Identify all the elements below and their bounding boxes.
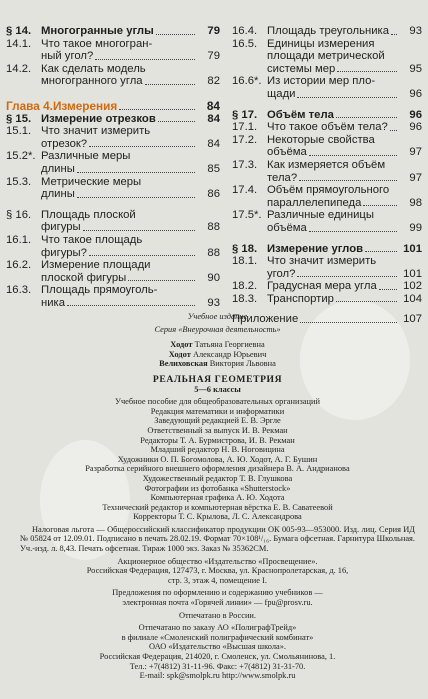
toc-leader [156,34,195,35]
toc-gap [6,201,220,209]
toc-number: 16.2. [6,259,32,272]
toc-entry [6,100,220,113]
toc-page: 82 [207,75,220,88]
toc-line [6,259,220,272]
toc-page: 79 [207,25,220,37]
toc-page: 101 [403,267,422,280]
toc-title: многогранного угла [41,75,143,88]
author-name: Виктория Львовна [207,359,276,369]
toc-leader [89,146,195,147]
toc-number: 17.3. [232,158,258,171]
toc-entry [6,38,220,63]
toc-leader [391,34,397,35]
toc-line [232,146,422,159]
toc-number: 18.3. [232,292,258,305]
imprint [20,312,415,681]
toc-left-column [6,25,220,309]
credit-line: Художники О. П. Богомолова, А. Ю. Ходот, А. Г. Бушин [117,454,318,464]
toc-number: 16.6*. [232,75,262,88]
toc-number: 17.2. [232,133,258,146]
credit-line: Редакторы Т. А. Бурмистрова, И. В. Рекман [140,435,295,445]
toc-page: 97 [409,171,422,184]
toc-entry [232,184,422,209]
tax-info: Налоговая льгота — Общероссийский классификатор продукции ОК 005-93—953000. Изд. лиц. Серия ИД № 05824 от 12.09.01. Подписано в печать 28.02.19. Формат 70×108¹/₁₆. Бумага офсетная. Гарнитура Школьная. Уч.-изд. л. 8,43. Печать офсетная. Тираж 1000 экз. Заказ № 35362СМ. [20,524,415,554]
toc-entry [6,176,220,201]
toc-leader [336,117,397,118]
printer-line: Отпечатано по заказу АО «ПолиграфТрейд» [138,623,297,633]
toc-entry [6,150,220,175]
toc-entry [6,125,220,150]
printer-line: Российская Федерация, 214020, г. Смоленск, ул. Смольянинова, 1. [99,652,336,661]
toc-page: 86 [207,188,220,201]
toc-entry [6,209,220,234]
toc-leader [119,109,195,110]
printer-line: в филиале «Смоленский полиграфический комбинат» [121,632,314,642]
toc-line [6,176,220,189]
toc-page: 90 [207,271,220,284]
toc-leader [145,84,195,85]
book-title: РЕАЛЬНАЯ ГЕОМЕТРИЯ [152,373,283,385]
author-name: Александр Юрьевич [190,349,267,359]
toc-title: Многогранные углы [41,25,154,37]
toc-line [232,222,422,235]
toc-number: § 16. [6,208,32,221]
toc-page: 85 [207,162,220,175]
printer-line: ОАО «Издательство «Высшая школа». [148,642,287,652]
toc-title: Что значит измерить [41,125,151,138]
toc-number: § 17. [232,108,258,121]
toc-leader [77,172,195,173]
toc-number: 14.1. [6,37,32,50]
toc-title: Измерение углов [267,242,364,255]
publisher-line: Акционерное общество «Издательство «Просвещение». [117,556,318,566]
toc-title: Градусная мера угла [267,280,377,293]
toc-leader [337,71,397,72]
toc-number: 16.3. [6,284,32,297]
toc-line [232,75,422,88]
credit-line: Заведующий редакцией Е. В. Эргле [154,416,281,426]
toc-leader [299,180,397,181]
toc-leader [390,130,397,131]
credits [20,397,415,522]
publisher-info [20,557,415,586]
toc-page: 97 [409,146,422,159]
toc-leader [379,289,397,290]
toc-entry [232,243,422,256]
toc-page: 88 [207,246,220,259]
toc-line [6,125,220,138]
credit-line: Компьютерная графика А. Ю. Ходота [150,493,285,503]
toc-number: 18.2. [232,280,258,293]
credit-line: Корректоры Т. С. Крылова, Л. С. Александрова [133,512,302,522]
toc-entry [232,209,422,234]
toc-line [6,50,220,63]
toc-title: Площадь треугольника [267,25,389,37]
toc-page: 79 [207,50,220,63]
toc-line [232,50,422,63]
toc-title: Что такое площадь [41,233,143,246]
author-line [20,359,415,369]
toc-number: 18.1. [232,255,258,268]
toc-line [232,255,422,268]
toc-line [6,188,220,201]
toc-page: 104 [403,292,422,305]
toc-right-column [232,25,422,326]
toc-entry [232,25,422,38]
toc-title: Объём прямоугольного [267,184,390,197]
toc-title: Метрические меры [41,175,142,188]
toc-page: 88 [207,221,220,234]
toc-number: 17.4. [232,184,258,197]
toc-entry [6,284,220,309]
toc-title: плоской фигуры [41,271,127,284]
credit-line: Разработка серийного внешнего оформления дизайнера В. А. Андриановa [85,464,350,474]
toc-title: Измерение отрезков [41,112,156,125]
toc-title: Как измеряется объём [267,158,386,171]
author-surname: Ходот [170,340,193,350]
toc-title: Площадь плоской [41,208,136,221]
printer-line: E-mail: spk@smolpk.ru http://www.smolpk.ru [139,671,296,681]
printer-line: Тел.: +7(4812) 31-11-96. Факс: +7(4812) 31-31-70. [129,661,306,671]
toc-title: отрезок? [41,137,88,150]
toc-title: длины [41,188,75,201]
toc-number: 16.1. [6,233,32,246]
toc-line [232,280,422,293]
toc-leader [336,301,397,302]
offers-line: электронная почта «Горячей линии» — fpu@prosv.ru. [122,598,313,608]
toc-line [232,243,422,256]
toc-title: Объём тела [267,108,334,121]
toc-title: фигуры [41,221,81,234]
toc-entry [232,280,422,293]
toc-number: Глава 4. [6,98,53,113]
toc-line [6,75,220,88]
credit-line: Младший редактор Н. В. Ноговицина [150,445,285,455]
toc-leader [309,231,397,232]
toc-title: щади [267,87,296,100]
toc-title: угол? [267,267,296,280]
toc-title: Площадь прямоуголь- [41,284,158,297]
toc-title: Различные меры [41,150,131,163]
toc-title: Измерение площади [41,259,151,272]
toc-line [6,234,220,247]
toc-leader [365,251,397,252]
credit-line: Ответственный за выпуск И. В. Рекман [147,425,288,435]
toc-gap [232,101,422,109]
toc-line [6,209,220,222]
toc-page: 98 [409,196,422,209]
author-surname: Велиховская [159,359,208,369]
toc-title: Некоторые свойства [267,133,375,146]
toc-page: 84 [207,112,220,125]
credit-line: Художественный редактор Т. В. Глушкова [142,473,293,483]
author-name: Татьяна Георгиевна [192,340,265,350]
toc-number: § 14. [6,25,32,37]
toc-page: 84 [207,137,220,150]
toc-title: Как сделать модель [41,62,146,75]
credit-line: Фотографии из фотобанка «Shutterstock» [144,483,291,493]
toc-line [6,272,220,285]
credit-line: Учебное пособие для общеобразовательных организаций [115,397,320,407]
toc-number: 17.5*. [232,209,262,222]
toc-page: 96 [409,108,422,121]
toc-leader [95,59,195,60]
toc-line [232,25,422,38]
toc-line [232,63,422,76]
printed-in: Отпечатано в России. [178,610,257,620]
toc-line [232,109,422,122]
toc-line [6,163,220,176]
toc-line [6,150,220,163]
toc-line [6,284,220,297]
credit-line: Технический редактор и компьютерная вёрстка Е. В. Саватеевой [102,502,333,512]
toc-leader [77,197,195,198]
grades: 5—6 классы [194,384,241,394]
series: Серия «Внеурочная деятельность» [154,324,281,334]
credit-line: Редакция математики и информатики [150,406,285,416]
toc-line [232,134,422,147]
toc-title: длины [41,162,75,175]
toc-line [6,38,220,51]
toc-line [6,25,220,38]
toc-line [232,209,422,222]
toc-title: параллелепипеда [267,196,362,209]
toc-leader [309,155,397,156]
toc-line [232,268,422,281]
toc-entry [6,113,220,126]
offers-line: Предложения по оформлению и содержанию учебников — [112,588,323,598]
publisher-line: Российская Федерация, 127473, г. Москва, ул. Краснопролетарская, д. 16, [86,566,349,576]
publisher-line: стр. 3, этаж 4, помещение I. [168,575,267,585]
printer-info [20,623,415,681]
toc-title: объёма [267,146,307,159]
toc-page: 93 [409,25,422,37]
offers-info [20,588,415,607]
toc-entry [6,259,220,284]
toc-page: 96 [409,121,422,134]
toc-line [6,113,220,126]
toc-number: 14.2. [6,62,32,75]
toc-title: площади метрической [267,50,385,63]
toc-line [6,138,220,151]
toc-number: 17.1. [232,121,258,134]
toc-title: Приложение [232,313,299,326]
toc-page: 102 [403,280,422,293]
toc-entry [6,63,220,88]
toc-line [232,197,422,210]
toc-entry [232,121,422,134]
toc-line [232,38,422,51]
toc-title: Измерения [52,98,118,113]
toc-leader [297,276,397,277]
toc-entry [232,159,422,184]
authors [20,340,415,369]
toc-leader [158,121,195,122]
toc-title: Что значит измерить [267,255,377,268]
toc-line [232,184,422,197]
toc-line [232,159,422,172]
toc-entry [232,255,422,280]
toc-line [6,63,220,76]
toc-gap [232,235,422,243]
toc-title: ника [41,296,66,309]
toc-title: системы мер [267,62,336,75]
toc-title: объёма [267,221,307,234]
author-line [20,340,415,350]
toc-line [6,221,220,234]
toc-entry [232,75,422,100]
toc-entry [232,38,422,76]
toc-number: 15.3. [6,175,32,188]
toc-line [232,88,422,101]
toc-title: Что такое многогран- [41,37,153,50]
toc-title: фигуры? [41,246,87,259]
author-surname: Ходот [168,349,191,359]
toc-entry [6,25,220,38]
toc-number: 16.5. [232,37,258,50]
author-line [20,350,415,360]
toc-title: Единицы измерения [267,37,375,50]
toc-leader [363,205,397,206]
toc-line [6,247,220,260]
toc-line [232,293,422,306]
toc-line [6,100,220,113]
toc-title: Транспортир [267,292,334,305]
toc-line [6,297,220,310]
toc-page: 96 [409,87,422,100]
toc-leader [67,305,195,306]
toc-page: 99 [409,221,422,234]
toc-entry [232,134,422,159]
toc-leader [128,280,195,281]
toc-number: § 18. [232,242,258,255]
toc-page: 101 [403,242,422,255]
toc-entry [232,109,422,122]
toc-number: § 15. [6,112,32,125]
toc-title: ный угол? [41,50,94,63]
edition-type: Учебное издание [187,312,248,321]
toc-title: Что такое объём тела? [267,121,388,134]
toc-title: тела? [267,171,298,184]
toc-leader [89,255,195,256]
toc-entry [232,293,422,306]
toc-number: 15.2*. [6,150,36,163]
toc-entry [6,234,220,259]
toc-page: 107 [403,313,422,326]
toc-title: Различные единицы [267,209,375,222]
toc-line [232,121,422,134]
toc-page: 84 [206,98,220,113]
toc-title: Из истории мер пло- [267,75,376,88]
toc-number: 15.1. [6,125,32,138]
toc-leader [297,97,397,98]
toc-number: 16.4. [232,25,258,37]
toc-line [232,172,422,185]
toc-page: 95 [409,62,422,75]
toc-page: 93 [207,296,220,309]
toc-leader [83,230,195,231]
